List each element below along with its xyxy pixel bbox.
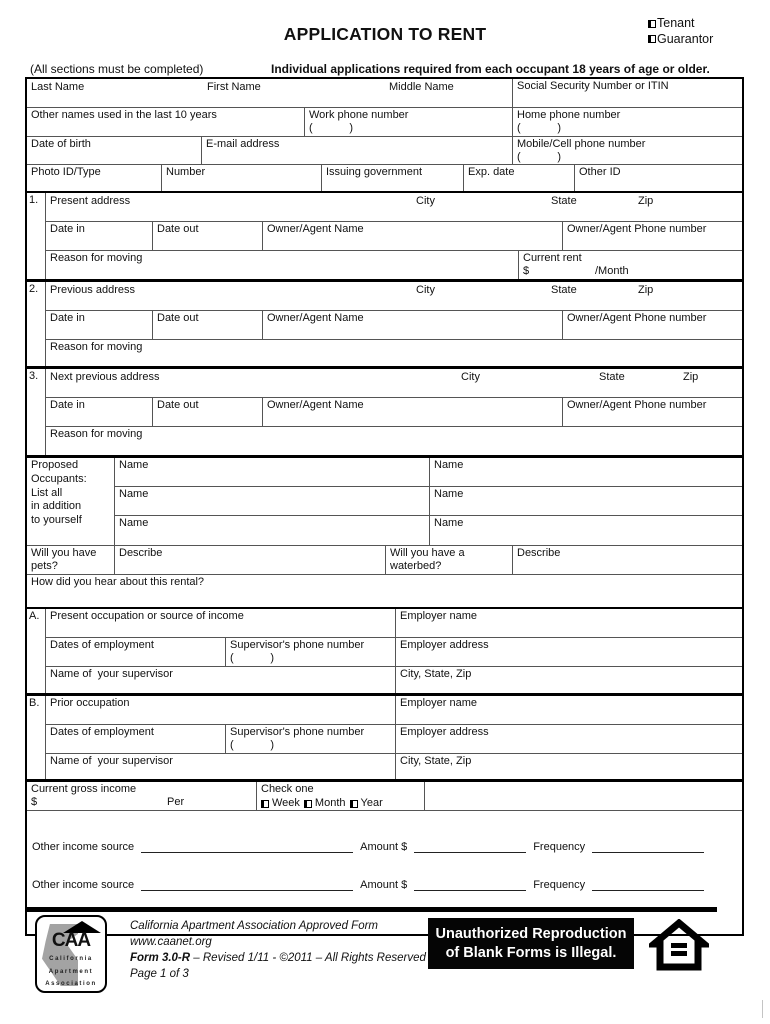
- occupation-cell: Prior occupation: [46, 696, 396, 724]
- supervisor-name-cell: Name of your supervisor: [46, 667, 396, 693]
- waterbed-question-cell: Will you have a waterbed?: [386, 546, 513, 574]
- name-row: [27, 79, 742, 108]
- dob-cell: Date of birth: [27, 137, 202, 164]
- occupant-name-cell: Name: [434, 517, 464, 529]
- employer-address-cell: Employer address: [400, 639, 489, 651]
- frequency-blank[interactable]: [592, 879, 704, 891]
- amount-label: Amount $: [360, 841, 408, 853]
- sections-note: (All sections must be completed): [30, 62, 204, 76]
- section-number: 3.: [27, 369, 46, 455]
- phone-area-code: ( ): [517, 122, 561, 135]
- other-id-cell: Other ID: [579, 166, 621, 178]
- ssn-cell: Social Security Number or ITIN: [517, 80, 669, 92]
- owner-agent-phone-cell: Owner/Agent Phone number: [567, 399, 707, 411]
- week-checkbox[interactable]: Week: [261, 797, 300, 810]
- mobile-phone-label: Mobile/Cell phone number: [517, 138, 646, 150]
- frequency-label: Frequency: [533, 879, 586, 891]
- supervisor-row: [46, 754, 742, 779]
- previous-address-section: [27, 282, 742, 369]
- role-checkboxes: [648, 16, 713, 47]
- other-names-cell: Other names used in the last 10 years: [27, 108, 305, 136]
- dates-row: [46, 222, 742, 251]
- state-label: State: [551, 284, 577, 296]
- check-one-label: Check one: [261, 783, 314, 795]
- guarantor-checkbox-row[interactable]: [648, 32, 713, 48]
- waterbed-describe-cell: Describe: [517, 547, 561, 559]
- photo-id-cell: Photo ID/Type: [27, 165, 162, 191]
- other-income-line: [32, 841, 737, 853]
- page-title: APPLICATION TO RENT: [283, 24, 487, 44]
- guarantor-label: Guarantor: [657, 31, 714, 46]
- photo-id-row: [27, 165, 742, 193]
- next-previous-address-section: [27, 369, 742, 458]
- approved-form-line: California Apartment Association Approved Form: [130, 920, 378, 932]
- supervisor-phone-label: Supervisor's phone number: [230, 726, 365, 738]
- frequency-label: Frequency: [533, 841, 586, 853]
- caa-logo: [35, 915, 107, 993]
- tenant-label: Tenant: [657, 16, 695, 30]
- name-cell: [27, 79, 513, 107]
- date-in-cell: Date in: [46, 311, 153, 339]
- supervisor-phone-label: Supervisor's phone number: [230, 639, 365, 651]
- next-previous-address-label: Next previous address: [50, 371, 160, 383]
- last-name-label: Last Name: [31, 81, 85, 93]
- footer-text: [130, 919, 426, 982]
- per-month-label: /Month: [595, 264, 629, 277]
- revision-text: – Revised 1/11 - ©2011 – All Rights Reserved: [190, 951, 426, 964]
- owner-agent-name-cell: Owner/Agent Name: [263, 222, 563, 250]
- per-label: Per: [167, 795, 185, 808]
- date-out-cell: Date out: [153, 311, 263, 339]
- present-employment-section: [27, 609, 742, 696]
- occupant-name-cell: Name: [434, 459, 464, 471]
- dollar-sign: $: [31, 795, 38, 808]
- tenant-checkbox-row[interactable]: [648, 16, 713, 32]
- proposed-occupants-label: Proposed Occupants: List all in addition to yourself: [27, 458, 115, 545]
- footer: [25, 915, 744, 1015]
- form-revision-line: [130, 951, 426, 967]
- checkbox-icon[interactable]: [350, 800, 358, 808]
- other-income-label: Other income source: [32, 841, 135, 853]
- home-phone-label: Home phone number: [517, 109, 621, 121]
- application-form-table: [25, 77, 744, 936]
- id-number-cell: Number: [162, 165, 322, 191]
- supervisor-name-cell: Name of your supervisor: [46, 754, 396, 779]
- dates-of-employment-cell: Dates of employment: [46, 638, 226, 666]
- dob-email-row: [27, 137, 742, 165]
- pets-waterbed-row: [27, 546, 742, 575]
- exp-date-cell: Exp. date: [464, 165, 575, 191]
- employment-dates-row: [46, 725, 742, 754]
- owner-agent-phone-cell: Owner/Agent Phone number: [567, 223, 707, 235]
- zip-label: Zip: [638, 284, 654, 296]
- section-number: 1.: [27, 193, 46, 279]
- work-phone-label: Work phone number: [309, 109, 409, 121]
- mobile-phone-cell: [513, 137, 742, 164]
- dates-row: [46, 311, 742, 340]
- work-phone-cell: [305, 108, 513, 136]
- supervisor-phone-cell: [226, 638, 396, 666]
- owner-agent-name-cell: Owner/Agent Name: [263, 398, 563, 426]
- amount-label: Amount $: [360, 879, 408, 891]
- proposed-occupants-section: [27, 458, 742, 546]
- reason-row: [46, 251, 742, 279]
- zip-label: Zip: [638, 195, 654, 207]
- reason-for-moving-cell: Reason for moving: [50, 341, 143, 353]
- home-phone-cell: [513, 108, 742, 136]
- employer-name-cell: Employer name: [400, 697, 478, 709]
- gross-income-cell: [27, 782, 257, 810]
- checkbox-icon[interactable]: [648, 35, 656, 43]
- previous-address-label: Previous address: [50, 284, 135, 296]
- dates-row: [46, 398, 742, 427]
- section-number: 2.: [27, 282, 46, 366]
- issuing-government-cell: Issuing government: [322, 165, 464, 191]
- zip-label: Zip: [683, 371, 699, 383]
- phone-area-code: ( ): [309, 122, 353, 135]
- dates-of-employment-cell: Dates of employment: [46, 725, 226, 753]
- date-out-cell: Date out: [153, 222, 263, 250]
- occupant-row: [115, 487, 742, 516]
- phone-area-code: ( ): [230, 739, 274, 752]
- checkbox-icon[interactable]: [261, 800, 269, 808]
- checkbox-icon[interactable]: [304, 800, 312, 808]
- unauthorized-reproduction-badge: Unauthorized Reproduction of Blank Forms is Illegal.: [428, 918, 634, 969]
- other-income-blank[interactable]: [141, 879, 353, 891]
- reason-row: [46, 427, 742, 455]
- other-names-row: [27, 108, 742, 137]
- form-code: Form 3.0-R: [130, 951, 191, 964]
- first-name-label: First Name: [207, 81, 261, 93]
- checkbox-icon[interactable]: [648, 20, 656, 28]
- equal-housing-icon: [649, 919, 709, 976]
- address-row: [46, 369, 742, 398]
- other-income-blank[interactable]: [141, 841, 353, 853]
- owner-agent-phone-cell: Owner/Agent Phone number: [567, 312, 707, 324]
- gross-income-label: Current gross income: [31, 783, 137, 795]
- middle-name-label: Middle Name: [389, 81, 454, 93]
- employer-name-cell: Employer name: [400, 610, 478, 622]
- address-row: [46, 193, 742, 222]
- empty-cell: [425, 782, 742, 810]
- year-checkbox[interactable]: Year: [350, 797, 383, 810]
- website-link[interactable]: www.caanet.org: [130, 935, 212, 948]
- section-letter: B.: [27, 696, 46, 779]
- frequency-blank[interactable]: [592, 841, 704, 853]
- pets-describe-cell: Describe: [115, 546, 386, 574]
- employer-address-cell: Employer address: [400, 726, 489, 738]
- date-in-cell: Date in: [46, 222, 153, 250]
- reason-row: [46, 340, 742, 366]
- current-rent-cell: [519, 251, 742, 279]
- prior-employment-section: [27, 696, 742, 782]
- present-address-section: [27, 193, 742, 282]
- state-label: State: [599, 371, 625, 383]
- page-number: Page 1 of 3: [130, 967, 189, 980]
- amount-blank[interactable]: [414, 841, 526, 853]
- owner-agent-name-cell: Owner/Agent Name: [263, 311, 563, 339]
- occupant-name-cell: Name: [434, 488, 464, 500]
- check-one-cell: [257, 782, 425, 810]
- caa-logo-text: CAA: [51, 930, 91, 951]
- occupant-row: [115, 516, 742, 545]
- caa-logo-words: California Apartment Association: [45, 956, 97, 988]
- address-row: [46, 282, 742, 311]
- current-rent-label: Current rent: [523, 252, 582, 264]
- supervisor-row: [46, 667, 742, 693]
- phone-area-code: ( ): [230, 652, 274, 665]
- scan-artifact: [762, 1000, 763, 1018]
- individual-applications-note: Individual applications required from each occupant 18 years of age or older.: [271, 62, 710, 76]
- occupant-name-cell: Name: [115, 516, 430, 545]
- hear-about-rental-cell: How did you hear about this rental?: [27, 575, 742, 609]
- employment-dates-row: [46, 638, 742, 667]
- present-address-label: Present address: [50, 195, 131, 207]
- footer-divider: [25, 907, 717, 912]
- other-income-label: Other income source: [32, 879, 135, 891]
- section-letter: A.: [27, 609, 46, 693]
- city-label: City: [461, 371, 480, 383]
- city-state-zip-cell: City, State, Zip: [400, 668, 472, 680]
- gross-income-row: [27, 782, 742, 811]
- date-in-cell: Date in: [46, 398, 153, 426]
- email-cell: E-mail address: [202, 137, 513, 164]
- supervisor-phone-cell: [226, 725, 396, 753]
- city-label: City: [416, 284, 435, 296]
- occupation-row: [46, 609, 742, 638]
- reason-for-moving-cell: Reason for moving: [50, 428, 143, 440]
- pets-question-cell: Will you have pets?: [27, 546, 115, 574]
- occupant-name-cell: Name: [115, 487, 430, 515]
- amount-blank[interactable]: [414, 879, 526, 891]
- other-income-line: [32, 879, 737, 891]
- occupant-name-cell: Name: [115, 458, 430, 486]
- dollar-sign: $: [523, 264, 530, 277]
- phone-area-code: ( ): [517, 151, 561, 164]
- occupant-row: [115, 458, 742, 487]
- occupation-row: [46, 696, 742, 725]
- month-checkbox[interactable]: Month: [304, 797, 346, 810]
- city-state-zip-cell: City, State, Zip: [400, 755, 472, 767]
- city-label: City: [416, 195, 435, 207]
- date-out-cell: Date out: [153, 398, 263, 426]
- occupation-cell: Present occupation or source of income: [46, 609, 396, 637]
- reason-for-moving-cell: Reason for moving: [46, 251, 519, 279]
- state-label: State: [551, 195, 577, 207]
